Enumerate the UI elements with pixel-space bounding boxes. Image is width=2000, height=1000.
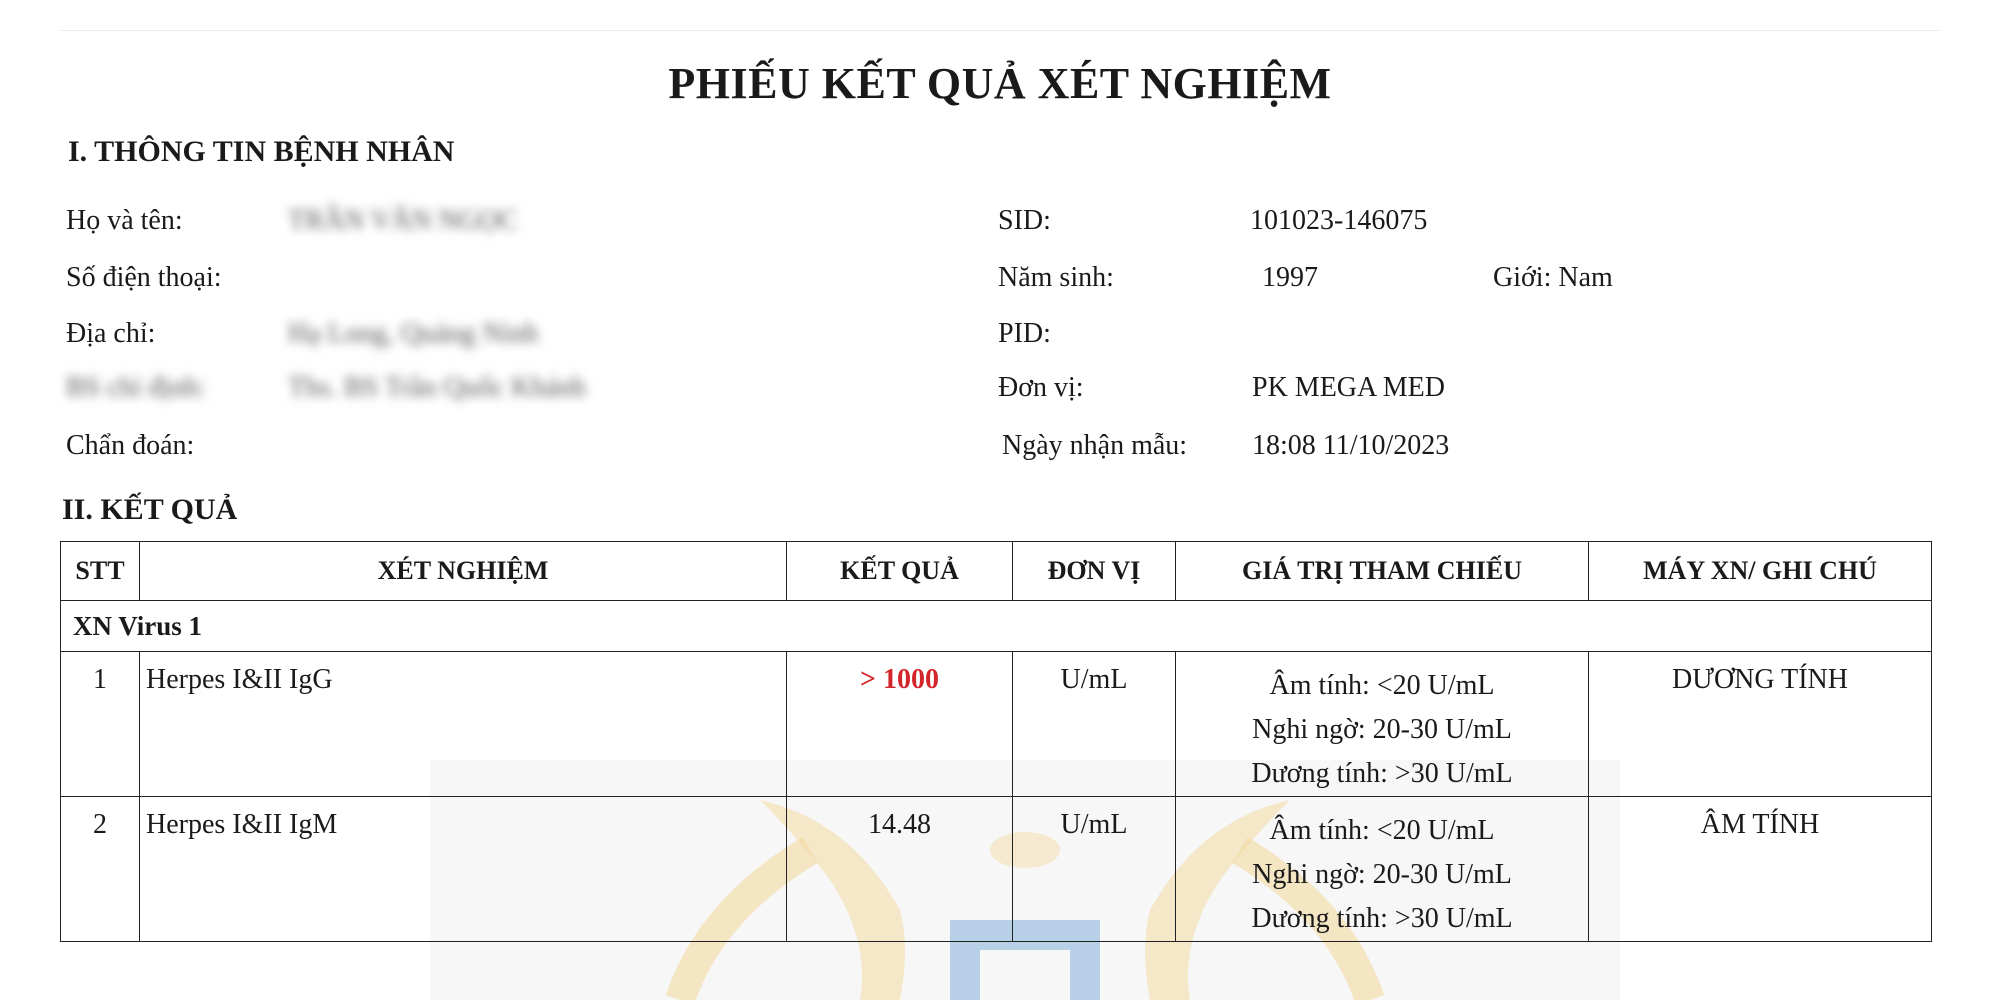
pid-label: PID:	[998, 318, 1051, 349]
row-note: ÂM TÍNH	[1589, 797, 1932, 942]
name-label: Họ và tên:	[66, 205, 183, 236]
page-title: PHIẾU KẾT QUẢ XÉT NGHIỆM	[668, 59, 1332, 108]
row-stt: 1	[61, 652, 140, 797]
birth-year-value: 1997	[1262, 262, 1318, 293]
unit-value: PK MEGA MED	[1252, 372, 1445, 403]
row-reference	[1176, 797, 1589, 942]
reference-positive: Dương tính: >30 U/mL	[1251, 758, 1513, 789]
reference-positive: Dương tính: >30 U/mL	[1251, 903, 1513, 934]
row-unit: U/mL	[1013, 652, 1176, 797]
address-label: Địa chỉ:	[66, 318, 156, 349]
col-header-reference: GIÁ TRỊ THAM CHIẾU	[1176, 542, 1589, 601]
row-unit: U/mL	[1013, 797, 1176, 942]
section-results: II. KẾT QUẢ	[62, 493, 238, 526]
table-row	[61, 652, 1932, 797]
group-label: XN Virus 1	[61, 601, 1932, 652]
col-header-result: KẾT QUẢ	[787, 542, 1013, 601]
doctor-label: BS chỉ định:	[66, 372, 207, 403]
row-reference	[1176, 652, 1589, 797]
received-date-value: 18:08 11/10/2023	[1252, 430, 1450, 461]
reference-negative: Âm tính: <20 U/mL	[1269, 815, 1495, 846]
diagnosis-label: Chẩn đoán:	[66, 430, 195, 461]
group-row	[61, 601, 1932, 652]
top-divider	[60, 30, 1940, 31]
doctor-value: Ths. BS Trần Quốc Khánh	[288, 372, 586, 403]
row-result: > 1000	[787, 652, 1013, 797]
reference-suspect: Nghi ngờ: 20-30 U/mL	[1252, 859, 1512, 890]
name-value: TRẦN VĂN NGỌC	[288, 205, 518, 236]
unit-label: Đơn vị:	[998, 372, 1084, 403]
row-test-name: Herpes I&II IgG	[140, 652, 787, 797]
phone-label: Số điện thoại:	[66, 262, 222, 293]
section-patient-info: I. THÔNG TIN BỆNH NHÂN	[68, 135, 455, 168]
sid-label: SID:	[998, 205, 1051, 236]
col-header-test: XÉT NGHIỆM	[140, 542, 787, 601]
reference-negative: Âm tính: <20 U/mL	[1269, 670, 1495, 701]
row-stt: 2	[61, 797, 140, 942]
row-test-name: Herpes I&II IgM	[140, 797, 787, 942]
row-note: DƯƠNG TÍNH	[1589, 652, 1932, 797]
received-date-label: Ngày nhận mẫu:	[1002, 430, 1188, 461]
col-header-stt: STT	[61, 542, 140, 601]
col-header-note: MÁY XN/ GHI CHÚ	[1589, 542, 1932, 601]
row-result: 14.48	[787, 797, 1013, 942]
sid-value: 101023-146075	[1250, 205, 1428, 236]
address-value: Hạ Long, Quảng Ninh	[288, 318, 539, 349]
col-header-unit: ĐƠN VỊ	[1013, 542, 1176, 601]
gender: Giới: Nam	[1493, 262, 1613, 293]
reference-suspect: Nghi ngờ: 20-30 U/mL	[1252, 714, 1512, 745]
table-header-row	[61, 542, 1932, 601]
birth-year-label: Năm sinh:	[998, 262, 1114, 293]
results-table	[60, 541, 1932, 942]
table-row	[61, 797, 1932, 942]
